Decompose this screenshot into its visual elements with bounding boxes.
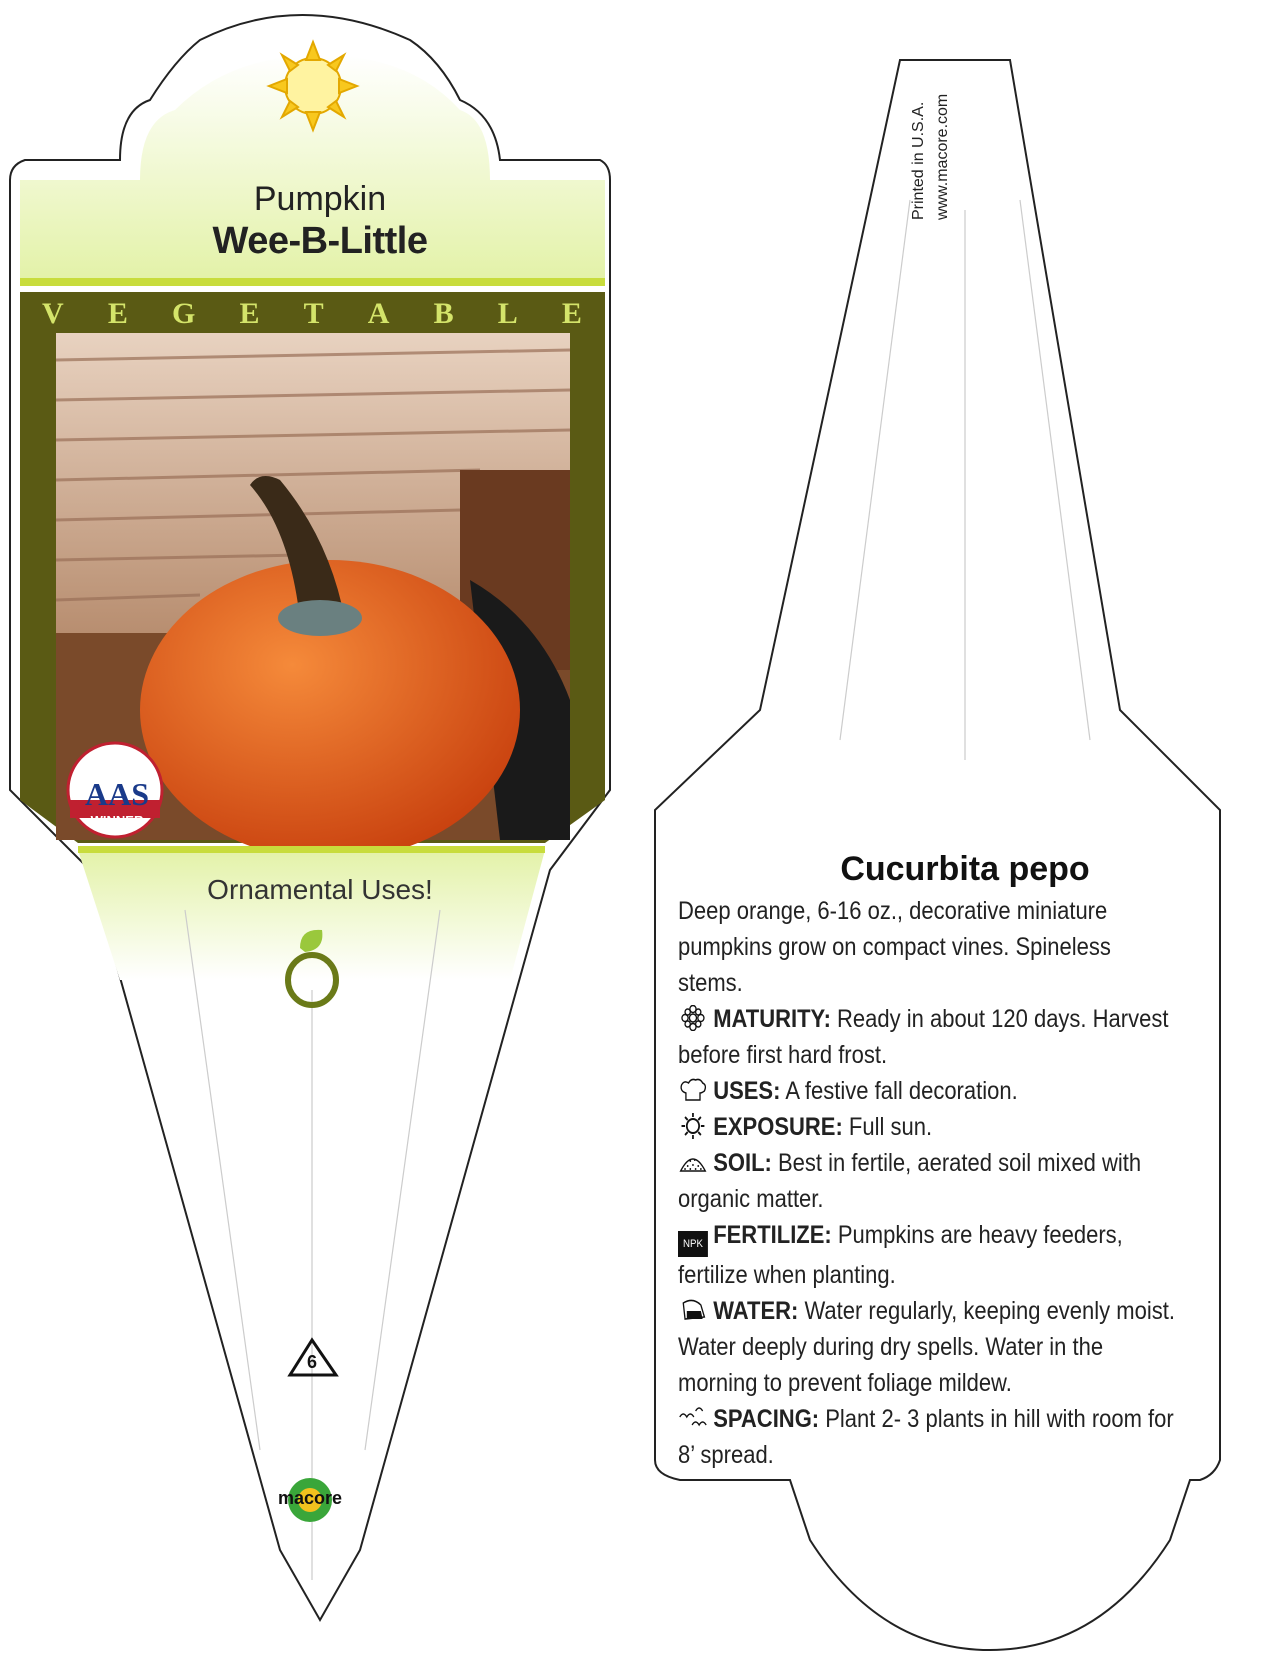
npk-icon: NPK (678, 1231, 708, 1257)
care-text: A festive fall decoration. (785, 1077, 1018, 1105)
lime-divider-top (20, 278, 605, 286)
care-item-uses (678, 1073, 1180, 1109)
sun-icon-top (269, 42, 357, 130)
care-label: SPACING: (713, 1405, 820, 1433)
care-label: WATER: (713, 1297, 799, 1325)
care-item-exposure (678, 1109, 1180, 1145)
care-label: SOIL: (713, 1149, 772, 1177)
category-letter: A (367, 297, 390, 330)
care-item-spacing (678, 1401, 1180, 1473)
category-letter: B (433, 297, 454, 330)
aas-badge-bottom: WINNER (90, 813, 144, 828)
category-letter: E (561, 297, 582, 330)
care-label: MATURITY: (713, 1005, 831, 1033)
printed-in: Printed in U.S.A. (910, 101, 927, 220)
care-text: Best in fertile, aerated soil mixed with organic matter. (678, 1149, 1142, 1213)
watering-can-icon (678, 1297, 708, 1323)
category-label (22, 296, 602, 330)
category-letter: G (171, 297, 196, 330)
care-text: Water regularly, keeping evenly moist. Water deeply during dry spells. Water in the morning to prevent foliage mildew. (678, 1297, 1175, 1397)
care-item-maturity (678, 1001, 1180, 1073)
care-label: FERTILIZE: (713, 1221, 832, 1249)
flower-icon (678, 1005, 708, 1031)
common-name: Pumpkin (253, 180, 387, 218)
care-text: Full sun. (848, 1113, 933, 1141)
category-letter: V (42, 297, 64, 330)
category-letter: E (107, 297, 128, 330)
website: www.macore.com (934, 93, 951, 220)
soil-icon (678, 1149, 708, 1175)
lower-panel (78, 850, 545, 980)
category-letter: E (239, 297, 260, 330)
care-item-soil (678, 1145, 1180, 1217)
aas-badge-top: AAS (84, 776, 149, 812)
description-text: Deep orange, 6-16 oz., decorative miniature pumpkins grow on compact vines. Spineless stems. (678, 897, 1111, 997)
aas-badge-text (72, 778, 162, 830)
care-text: Plant 2- 3 plants in hill with room for 8’ spread. (678, 1405, 1174, 1469)
care-item-fertilize (678, 1217, 1180, 1293)
recycle-number: 6 (306, 1352, 317, 1372)
spacing-icon (678, 1405, 708, 1431)
tagline: Ornamental Uses! (207, 874, 433, 905)
care-label: EXPOSURE: (713, 1113, 843, 1141)
care-item-water (678, 1293, 1180, 1401)
care-description (678, 893, 1180, 1473)
category-letter: T (303, 297, 324, 330)
brand-name: macore (277, 1488, 343, 1508)
care-text: Pumpkins are heavy feeders, fertilize when planting. (678, 1221, 1123, 1289)
care-label: USES: (713, 1077, 781, 1105)
category-letter: L (497, 297, 518, 330)
variety-name: Wee-B-Little (212, 220, 428, 262)
care-text: Ready in about 120 days. Harvest before first hard frost. (678, 1005, 1169, 1069)
printed-info (910, 40, 970, 220)
botanical-name: Cucurbita pepo (840, 850, 1090, 888)
chef-hat-icon (678, 1077, 708, 1103)
lime-divider-bottom (78, 846, 545, 853)
sun-icon (678, 1113, 708, 1139)
